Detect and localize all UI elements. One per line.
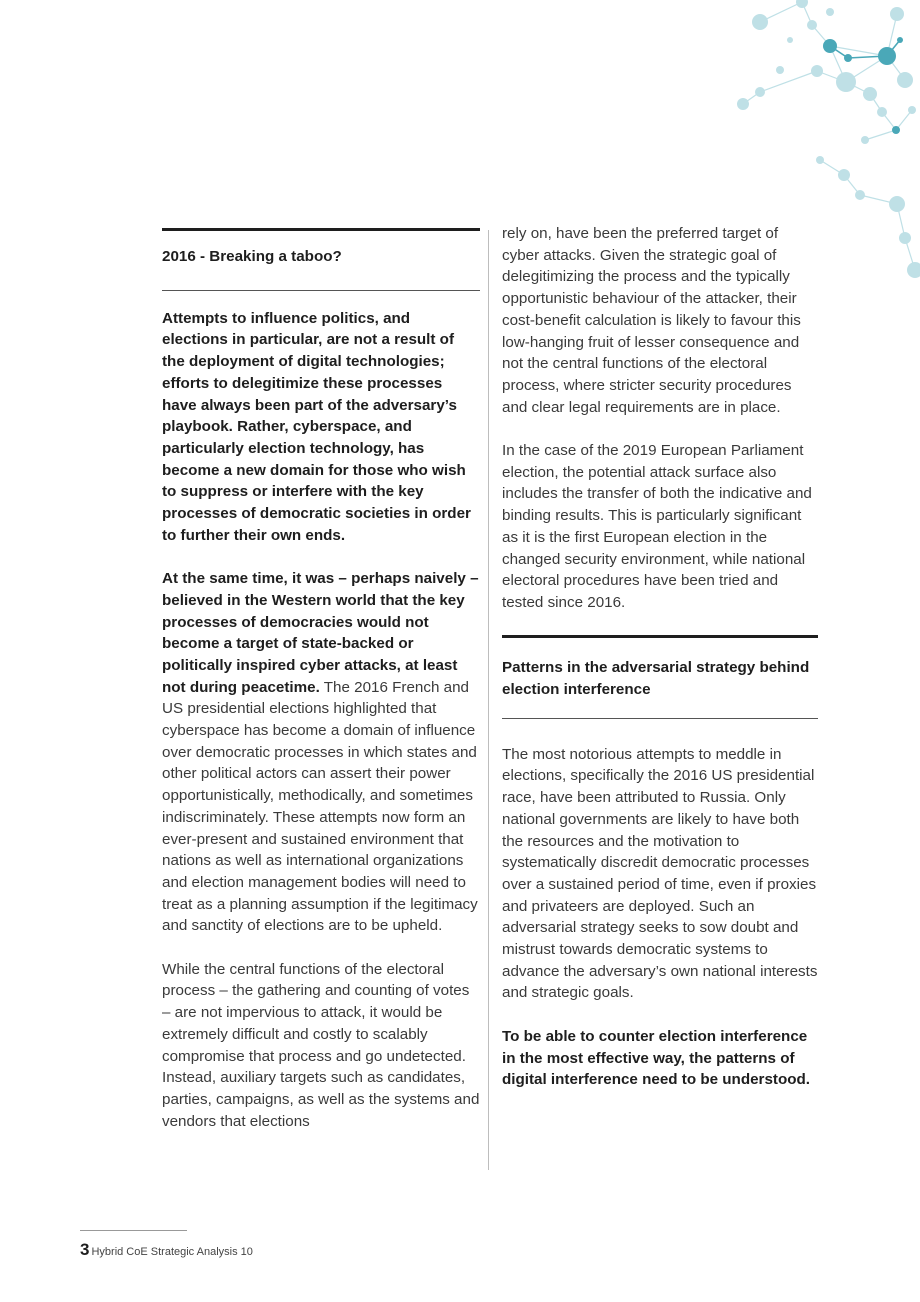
column-divider: [488, 230, 489, 1170]
section-rule-thick: [162, 228, 480, 231]
section-rule-thick: [502, 635, 818, 638]
section-rule-thin: [162, 290, 480, 291]
section-heading: Patterns in the adversarial strategy behind election interference: [502, 659, 810, 699]
left-column: [162, 228, 480, 1154]
section-rule-thin: [502, 718, 818, 719]
footer-rule: [80, 1230, 187, 1231]
body-paragraph: In the case of the 2019 European Parliament election, the potential attack surface also includes the transfer of both the indicative and binding results. This is particularly significant as it is the first European election in the changed security environment, while national electoral procedures have been tried and tested since 2016.: [502, 442, 812, 611]
body-paragraph: rely on, have been the preferred target of cyber attacks. Given the strategic goal of delegitimizing the process and the typically opportunistic behaviour of the attacker, their cost-benefit calculation is likely to favour this low-hanging fruit of lesser consequence and not the central functions of the electoral process, where stricter security procedures and clear legal requirements are in place.: [502, 225, 801, 416]
page-footer: [80, 1230, 380, 1260]
right-column: [502, 223, 818, 1113]
bold-sentence: At the same time, it was – perhaps naively – believed in the Western world that the key processes of democracies would not become a target of state-backed or politically inspired cyber attacks, at least not during peacetime.: [162, 570, 479, 696]
lead-paragraph: Attempts to influence politics, and elections in particular, are not a result of the deployment of digital technologies; efforts to delegitimize these processes have always been part of the adversary’s playbook. Rather, cyberspace, and particularly election technology, has become a new domain for those who wish to suppress or interfere with the key processes of democratic societies in order to further their own ends.: [162, 309, 471, 544]
body-paragraph: While the central functions of the electoral process – the gathering and counting of votes – are not impervious to attack, it would be extremely difficult and costly to scalably compromise that process and go undetected. Instead, auxiliary targets such as candidates, parties, campaigns, as well as the systems and vendors that elections: [162, 960, 480, 1130]
body-paragraph: [162, 568, 480, 937]
body-paragraph: The most notorious attempts to meddle in elections, specifically the 2016 US presidential race, have been attributed to Russia. Only national governments are likely to have both the resources and the motivation to systematically discredit democratic processes over a sustained period of time, even if proxies and privateers are deployed. Such an adversarial strategy seeks to sow doubt and mistrust towards democratic systems to advance the adversary’s own national interests and strategic goals.: [502, 745, 818, 1002]
conclusion-paragraph: To be able to counter election interference in the most effective way, the patterns of digital interference need to be understood.: [502, 1027, 811, 1089]
publication-title: Hybrid CoE Strategic Analysis 10: [91, 1246, 253, 1258]
footer-text: [80, 1240, 380, 1260]
body-text: The 2016 French and US presidential elections highlighted that cyberspace has become a domain of influence over democratic processes in which states and other political actors can assert their power opportunistically, methodically, and sometimes indiscriminately. These attempts now form an ever-present and sustained environment that nations as well as international organizations and election management bodies will need to treat as a planning assumption if the legitimacy and sanctity of elections are to be upheld.: [162, 678, 478, 935]
page-number: 3: [80, 1240, 90, 1259]
section-heading: 2016 - Breaking a taboo?: [162, 248, 342, 265]
